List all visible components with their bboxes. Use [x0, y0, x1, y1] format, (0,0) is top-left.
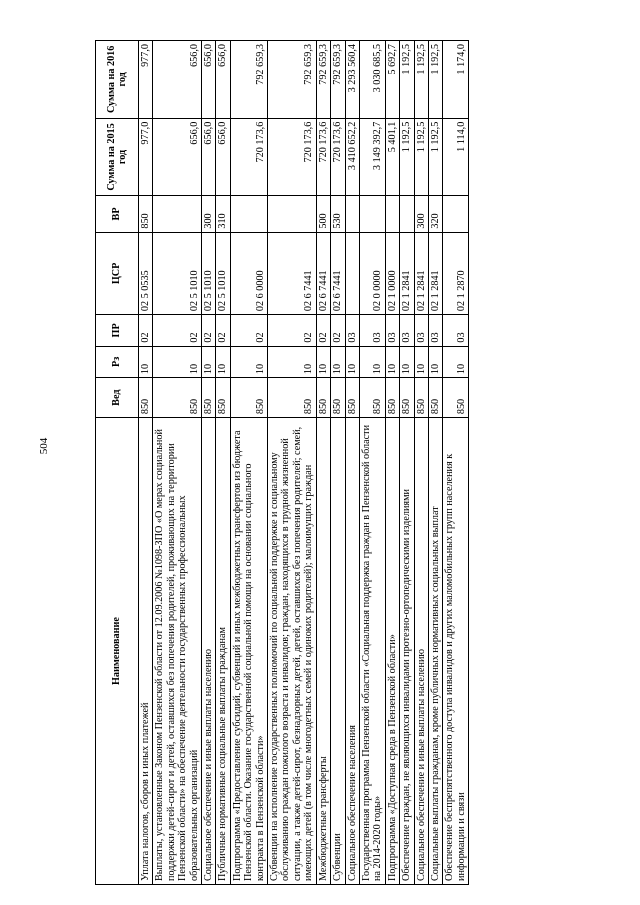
cell-vr	[385, 196, 399, 232]
table-row	[202, 41, 216, 885]
cell-sum-2015: 656,0	[216, 118, 230, 196]
cell-pr: 03	[443, 315, 469, 347]
cell-pr: 03	[345, 315, 359, 347]
cell-csr: 02 6 7441	[331, 232, 345, 314]
page-number: 504	[38, 437, 50, 455]
table-row	[153, 41, 202, 885]
cell-csr: 02 5 1010	[216, 232, 230, 314]
cell-sum-2015: 5 401,1	[385, 118, 399, 196]
table-header-row	[96, 41, 139, 885]
cell-pr: 02	[202, 315, 216, 347]
table-row	[385, 41, 399, 885]
cell-name: Социальное обеспечение и иные выплаты населению	[414, 418, 428, 885]
cell-sum-2015: 3 149 392,7	[359, 118, 385, 196]
cell-csr: 02 1 2870	[443, 232, 469, 314]
cell-rz: 10	[268, 346, 317, 378]
cell-name: Подпрограмма «Доступная среда в Пензенской области»	[385, 418, 399, 885]
cell-rz: 10	[202, 346, 216, 378]
cell-sum-2015: 3 410 652,2	[345, 118, 359, 196]
cell-rz: 10	[153, 346, 202, 378]
cell-name: Обеспечение беспрепятственного доступа инвалидов и других маломобильных групп населения к информации и связи	[443, 418, 469, 885]
cell-ved: 850	[268, 378, 317, 418]
cell-vr	[268, 196, 317, 232]
table-row	[400, 41, 414, 885]
cell-name: Субвенции на исполнение государственных полномочий по социальной поддержке и социальному обслуживанию граждан пожилого возраста и инвалидов; граждан, находящихся в трудной жизненной ситуации, а также детей-сирот, безнадзорных детей, детей, оставшихся без попечения родителей; семей, имеющих детей (в том числе многодетных семей и одиноких родителей); малоимущих граждан	[268, 418, 317, 885]
cell-sum-2015: 1 192,5	[400, 118, 414, 196]
cell-sum-2015: 977,0	[139, 118, 153, 196]
cell-sum-2016: 656,0	[153, 41, 202, 119]
cell-rz: 10	[139, 346, 153, 378]
cell-rz: 10	[414, 346, 428, 378]
cell-sum-2016: 1 174,0	[443, 41, 469, 119]
cell-ved: 850	[385, 378, 399, 418]
cell-vr: 300	[414, 196, 428, 232]
header-name: Наименование	[96, 418, 139, 885]
cell-vr	[345, 196, 359, 232]
header-vr: ВР	[96, 196, 139, 232]
cell-sum-2015: 720 173,6	[268, 118, 317, 196]
cell-rz: 10	[385, 346, 399, 378]
cell-name: Социальное обеспечение и иные выплаты населению	[202, 418, 216, 885]
cell-sum-2016: 1 192,5	[428, 41, 442, 119]
cell-name: Выплаты, установленные Законом Пензенской области от 12.09.2006 №1098-ЗПО «О мерах социальной поддержки детей-сирот и детей, оставшихся без попечения родителей, проживающих на территории Пензенской области» на обеспечение деятельности государственных профессиональных образовательных организаций	[153, 418, 202, 885]
cell-sum-2015: 656,0	[153, 118, 202, 196]
cell-vr	[230, 196, 267, 232]
cell-pr: 02	[268, 315, 317, 347]
table-row	[359, 41, 385, 885]
cell-csr: 02 5 0535	[139, 232, 153, 314]
cell-name: Публичные нормативные социальные выплаты гражданам	[216, 418, 230, 885]
cell-pr: 02	[153, 315, 202, 347]
cell-vr	[359, 196, 385, 232]
cell-vr: 300	[202, 196, 216, 232]
cell-sum-2016: 3 293 560,4	[345, 41, 359, 119]
cell-csr: 02 1 2841	[400, 232, 414, 314]
cell-ved: 850	[428, 378, 442, 418]
header-rz: Рз	[96, 346, 139, 378]
cell-ved: 850	[443, 378, 469, 418]
cell-csr: 02 6 0000	[230, 232, 267, 314]
cell-csr: 02 0 0000	[359, 232, 385, 314]
cell-name: Субвенции	[331, 418, 345, 885]
cell-rz: 10	[400, 346, 414, 378]
cell-pr: 03	[400, 315, 414, 347]
cell-ved: 850	[316, 378, 330, 418]
cell-ved: 850	[345, 378, 359, 418]
cell-rz: 10	[443, 346, 469, 378]
cell-sum-2016: 1 192,5	[414, 41, 428, 119]
cell-vr: 850	[139, 196, 153, 232]
cell-name: Подпрограмма «Предоставление субсидий, субвенций и иных межбюджетных трансфертов из бюджета Пензенской области. Оказание государственной социальной помощи на основании социального контракта в Пензенской области»	[230, 418, 267, 885]
cell-ved: 850	[230, 378, 267, 418]
cell-ved: 850	[400, 378, 414, 418]
cell-name: Межбюджетные трансферты	[316, 418, 330, 885]
cell-ved: 850	[139, 378, 153, 418]
table-row	[428, 41, 442, 885]
header-sum-2016: Сумма на 2016 год	[96, 41, 139, 119]
cell-csr	[345, 232, 359, 314]
cell-csr: 02 5 1010	[153, 232, 202, 314]
header-sum-2015: Сумма на 2015 год	[96, 118, 139, 196]
cell-sum-2016: 792 659,3	[230, 41, 267, 119]
table-row	[345, 41, 359, 885]
cell-sum-2016: 656,0	[202, 41, 216, 119]
cell-csr: 02 1 2841	[428, 232, 442, 314]
cell-name: Государственная программа Пензенской области «Социальная поддержка граждан в Пензенской области на 2014-2020 годы»	[359, 418, 385, 885]
cell-pr: 02	[331, 315, 345, 347]
cell-ved: 850	[331, 378, 345, 418]
cell-name: Уплата налогов, сборов и иных платежей	[139, 418, 153, 885]
cell-rz: 10	[345, 346, 359, 378]
cell-sum-2016: 3 030 685,5	[359, 41, 385, 119]
cell-name: Обеспечение граждан, не являющихся инвалидами протезно-ортопедическими изделиями	[400, 418, 414, 885]
cell-rz: 10	[359, 346, 385, 378]
table-row	[268, 41, 317, 885]
cell-sum-2016: 792 659,3	[316, 41, 330, 119]
cell-vr: 320	[428, 196, 442, 232]
table-row	[414, 41, 428, 885]
cell-pr: 03	[359, 315, 385, 347]
cell-rz: 10	[428, 346, 442, 378]
cell-rz: 10	[316, 346, 330, 378]
cell-sum-2016: 977,0	[139, 41, 153, 119]
header-csr: ЦСР	[96, 232, 139, 314]
cell-pr: 02	[230, 315, 267, 347]
cell-vr	[153, 196, 202, 232]
table-row	[230, 41, 267, 885]
cell-vr: 500	[316, 196, 330, 232]
cell-ved: 850	[153, 378, 202, 418]
cell-pr: 03	[414, 315, 428, 347]
rotated-page-content	[95, 40, 565, 885]
cell-sum-2015: 1 192,5	[414, 118, 428, 196]
cell-sum-2016: 1 192,5	[400, 41, 414, 119]
cell-sum-2016: 656,0	[216, 41, 230, 119]
cell-vr	[400, 196, 414, 232]
cell-sum-2015: 720 173,6	[230, 118, 267, 196]
cell-ved: 850	[414, 378, 428, 418]
cell-pr: 03	[428, 315, 442, 347]
cell-pr: 02	[316, 315, 330, 347]
cell-sum-2016: 792 659,3	[331, 41, 345, 119]
table-row	[216, 41, 230, 885]
table-row	[316, 41, 330, 885]
cell-rz: 10	[331, 346, 345, 378]
cell-sum-2015: 720 173,6	[331, 118, 345, 196]
cell-sum-2015: 656,0	[202, 118, 216, 196]
cell-sum-2016: 792 659,3	[268, 41, 317, 119]
cell-csr: 02 1 0000	[385, 232, 399, 314]
cell-vr	[443, 196, 469, 232]
cell-vr: 310	[216, 196, 230, 232]
cell-sum-2015: 1 114,0	[443, 118, 469, 196]
cell-ved: 850	[216, 378, 230, 418]
cell-csr: 02 6 7441	[268, 232, 317, 314]
cell-sum-2016: 5 692,7	[385, 41, 399, 119]
table-row	[139, 41, 153, 885]
cell-csr: 02 5 1010	[202, 232, 216, 314]
cell-sum-2015: 720 173,6	[316, 118, 330, 196]
cell-pr: 02	[216, 315, 230, 347]
cell-name: Социальные выплаты гражданам, кроме публичных нормативных социальных выплат	[428, 418, 442, 885]
cell-csr: 02 6 7441	[316, 232, 330, 314]
header-pr: ПР	[96, 315, 139, 347]
cell-pr: 03	[385, 315, 399, 347]
cell-name: Социальное обеспечение населения	[345, 418, 359, 885]
cell-vr: 530	[331, 196, 345, 232]
cell-rz: 10	[216, 346, 230, 378]
cell-ved: 850	[202, 378, 216, 418]
header-ved: Вед	[96, 378, 139, 418]
cell-csr: 02 1 2841	[414, 232, 428, 314]
cell-pr: 02	[139, 315, 153, 347]
budget-table	[95, 40, 469, 885]
cell-sum-2015: 1 192,5	[428, 118, 442, 196]
cell-rz: 10	[230, 346, 267, 378]
table-row	[331, 41, 345, 885]
table-row	[443, 41, 469, 885]
cell-ved: 850	[359, 378, 385, 418]
